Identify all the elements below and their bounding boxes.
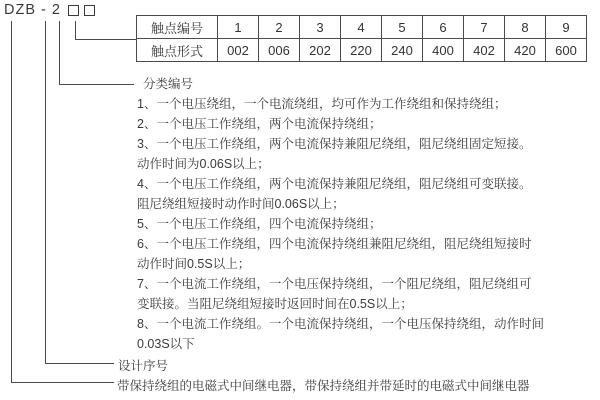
- contact-form-cell: 600: [546, 39, 587, 62]
- model-placeholder-box-2: [84, 5, 95, 16]
- connector-line-contact-table: [75, 21, 137, 40]
- classification-line: 3、一个电压工作绕组，两个电流保持兼阻尼绕组，阻尼绕组固定短接。: [137, 137, 532, 151]
- contact-form-label: 触点形式: [137, 39, 218, 62]
- contact-number-cell: 1: [218, 16, 259, 39]
- contact-form-cell: 400: [423, 39, 464, 62]
- model-placeholder-box-1: [68, 5, 79, 16]
- classification-line: 2、一个电压工作绕组，两个电流保持绕组；: [137, 117, 382, 131]
- classification-line: 5、一个电压工作绕组，四个电流保持绕组；: [137, 217, 382, 231]
- contact-number-cell: 8: [505, 16, 546, 39]
- classification-line: 变联接。当阻尼绕组短接时返回时间在0.5S以上；: [137, 297, 413, 311]
- contact-form-cell: 006: [259, 39, 300, 62]
- classification-line: 7、一个电流工作绕组，一个电压保持绕组，一个阻尼绕组，阻尼绕组可: [137, 277, 532, 291]
- contact-form-cell: 220: [341, 39, 382, 62]
- classification-line: 8、一个电流工作绕组。一个电流保持绕组，一个电压保持绕组，动作时间: [137, 317, 544, 331]
- contact-form-cell: 202: [300, 39, 341, 62]
- classification-label: 分类编号: [143, 77, 194, 91]
- contact-form-cell: 420: [505, 39, 546, 62]
- classification-line: 动作时间0.5S以上；: [137, 257, 251, 271]
- classification-line: 动作时间为0.06S以上；: [137, 157, 270, 171]
- contact-form-row: [137, 39, 587, 62]
- contact-form-cell: 402: [464, 39, 505, 62]
- contact-form-table: [136, 15, 587, 62]
- contact-number-cell: 4: [341, 16, 382, 39]
- contact-form-cell: 240: [382, 39, 423, 62]
- classification-line: 阻尼绕组短接时动作时间0.06S以上；: [137, 197, 345, 211]
- contact-number-cell: 3: [300, 16, 341, 39]
- contact-number-cell: 6: [423, 16, 464, 39]
- classification-line: 4、一个电压工作绕组，两个电流保持兼阻尼绕组，阻尼绕组可变联接。: [137, 177, 532, 191]
- classification-line: 0.03S以下: [137, 337, 195, 351]
- contact-form-cell: 002: [218, 39, 259, 62]
- contact-number-cell: 9: [546, 16, 587, 39]
- design-serial-label: 设计序号: [118, 359, 169, 373]
- contact-number-cell: 7: [464, 16, 505, 39]
- contact-number-row: [137, 16, 587, 39]
- contact-number-cell: 2: [259, 16, 300, 39]
- relay-description: 带保持绕组的电磁式中间继电器，带保持绕组并带延时的电磁式中间继电器: [117, 379, 530, 393]
- model-code: [4, 2, 95, 18]
- contact-number-cell: 5: [382, 16, 423, 39]
- classification-line: 1、一个电压绕组，一个电流绕组，均可作为工作绕组和保持绕组；: [137, 97, 507, 111]
- classification-line: 6、一个电压工作绕组，四个电流保持绕组兼阻尼绕组，阻尼绕组短接时: [137, 237, 532, 251]
- model-code-text: DZB - 2: [4, 2, 61, 18]
- classification-block: [137, 74, 587, 354]
- contact-number-label: 触点编号: [137, 16, 218, 39]
